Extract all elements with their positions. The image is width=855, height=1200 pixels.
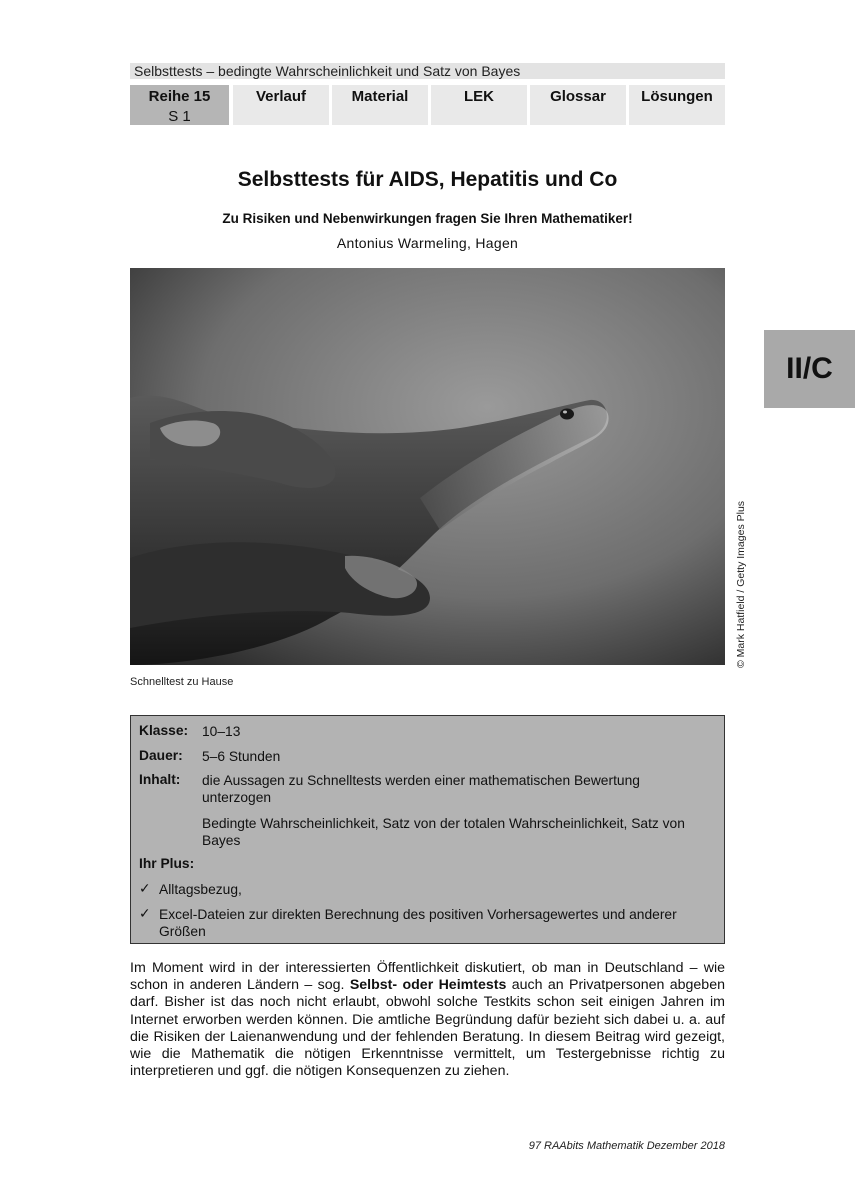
nav-tabs <box>130 85 725 125</box>
series-title: Selbsttests – bedingte Wahrscheinlichkeit und Satz von Bayes <box>130 63 725 79</box>
tab-lek-label: LEK <box>464 88 494 105</box>
intro-emphasis: Selbst- oder Heimtests <box>349 977 507 994</box>
plus-label: Ihr Plus: <box>139 856 195 871</box>
checkmark-icon: ✓ <box>139 906 151 921</box>
photo-blood-drop <box>560 409 574 420</box>
article-subtitle: Zu Risiken und Nebenwirkungen fragen Sie Ihren Mathematiker! <box>222 211 633 226</box>
intro-text-start: Im Moment wird in der interessierten Öffentlichkeit diskutiert, ob man in Deutschland – wie schon in anderen Ländern – sog. <box>130 960 725 994</box>
tab-verlauf[interactable] <box>233 85 329 125</box>
tab-reihe[interactable] <box>130 85 229 125</box>
dauer-label: Dauer: <box>139 748 183 763</box>
dauer-value: 5–6 Stunden <box>202 749 281 764</box>
klasse-value: 10–13 <box>202 724 241 739</box>
tab-material[interactable] <box>332 85 428 125</box>
tab-reihe-page: S 1 <box>168 108 191 125</box>
tab-loesungen-label: Lösungen <box>641 88 713 105</box>
tab-lek[interactable] <box>431 85 527 125</box>
photo-illustration <box>130 268 725 665</box>
intro-paragraph <box>130 960 725 1080</box>
inhalt-value-1: die Aussagen zu Schnelltests werden einer mathematischen Bewertung unterzogen <box>202 773 640 805</box>
photo-caption: Schnelltest zu Hause <box>130 676 234 688</box>
tab-verlauf-label: Verlauf <box>255 88 307 105</box>
info-box <box>130 715 725 944</box>
tab-glossar[interactable] <box>530 85 626 125</box>
footer-imprint: 97 RAAbits Mathematik Dezember 2018 <box>528 1140 725 1152</box>
tab-glossar-label: Glossar <box>550 88 606 105</box>
plus-item: Excel-Dateien zur direkten Berechnung des positiven Vorhersagewertes und anderer Größen <box>159 907 677 939</box>
intro-text-end: auch an Privatpersonen abgeben darf. Bisher ist das noch nicht erlaubt, obwohl solche Testkits schon seit einigen Jahren im Internet erworben werden können. Die amtliche Begründung dafür bezieht sich dabei u. a. auf die Risiken der Laienanwendung und der fehlenden Beratung. In diesem Beitrag wird gezeigt, wie die Mathematik die nötigen Erkenntnisse vermittelt, um Testergebnisse richtig zu interpretieren und ggf. die nötigen Konsequenzen zu ziehen. <box>130 977 725 1080</box>
photo-blood-drop-highlight <box>563 411 567 414</box>
tab-material-label: Material <box>351 88 409 105</box>
plus-item: Alltagsbezug, <box>159 882 242 897</box>
tab-reihe-label: Reihe 15 <box>148 88 211 105</box>
article-author: Antonius Warmeling, Hagen <box>336 235 519 251</box>
inhalt-value-2: Bedingte Wahrscheinlichkeit, Satz von der totalen Wahrscheinlichkeit, Satz von Bayes <box>202 816 685 848</box>
photo-finger-blood-drop <box>130 268 725 665</box>
section-tab: II/C <box>764 330 855 408</box>
inhalt-label: Inhalt: <box>139 772 181 787</box>
checkmark-icon: ✓ <box>139 881 151 896</box>
article-title: Selbsttests für AIDS, Hepatitis und Co <box>237 168 618 191</box>
tab-loesungen[interactable] <box>629 85 725 125</box>
photo-credit: © Mark Hatfield / Getty Images Plus <box>735 500 747 668</box>
klasse-label: Klasse: <box>139 723 189 738</box>
